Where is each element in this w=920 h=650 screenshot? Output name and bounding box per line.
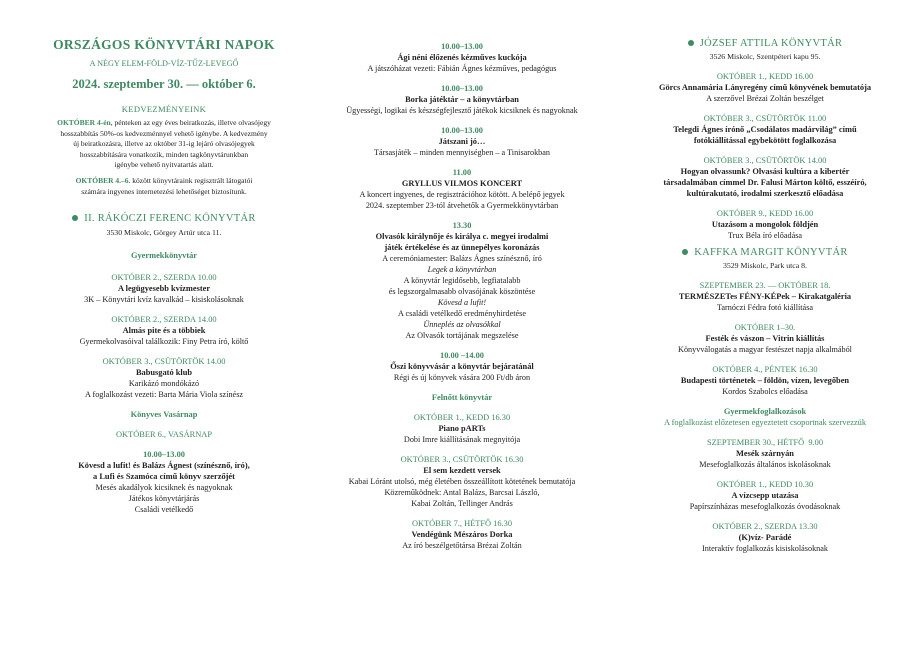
event-desc: Gyermekolvasóival találkozik: Finy Petra író, költő	[79, 337, 249, 347]
benefit-1: OKTÓBER 4-én, pénteken az egy éves beiratkozás, illetve olvasójegy hosszabbítás 50%-os kedvezménnyel vehető igénybe. A kedvezmény új beiratkozásra, illetve az október 31-ig lejáró olvasójegyek hosszabbítására vonatkozik, minden tagkönyvtárunkban igénybe vehető nyitvatartás alatt.	[57, 118, 271, 170]
event-title: Almás pite és a többiek	[122, 326, 206, 336]
event-title: TERMÉSZETes FÉNY-KÉPek – Kirakatgaléria	[678, 292, 852, 301]
children-sessions-note: A foglalkozást előzetesen egyeztetett csoportnak szervezzük	[663, 418, 867, 427]
library-kaffka-address: 3529 Miskolc, Park utca 8.	[722, 261, 808, 270]
event-desc: Kabai Lóránt utolsó, még életében összeállított kötetének bemutatója	[348, 477, 576, 486]
event-desc: Könyvválogatás a magyar festészet napja alkalmából	[678, 345, 852, 354]
column-right	[620, 0, 910, 554]
event-title: Babusgató klub	[135, 368, 193, 378]
event-title: Piano pARTs	[438, 424, 486, 433]
event-desc: Karikázó mondókázó	[128, 379, 200, 389]
event-time: 13.30	[452, 221, 472, 230]
green-dot-icon	[682, 249, 688, 255]
event-title: Hogyan olvassunk? Olvasási kultúra a kibertér	[680, 167, 850, 176]
event-desc: Legek a könyvtárban	[427, 265, 497, 274]
library-rakoczi-address: 3530 Miskolc, Görgey Artúr utca 11.	[106, 228, 222, 238]
event-date: OKTÓBER 3., CSÜTÖRTÖK 14.00	[102, 357, 226, 367]
children-library-heading: Gyermekkönyvtár	[130, 251, 198, 261]
event-desc: Társasjáték – minden mennyiségben – a Tinisarokban	[374, 148, 550, 157]
book-sunday-heading: Könyves Vasárnap	[130, 410, 198, 420]
event-date: OKTÓBER 2., SZERDA 10.00	[111, 273, 217, 283]
event-title: Utazásom a mongolok földjén	[711, 220, 819, 229]
event-title: fotókiállítással egybekötött foglalkozása	[693, 136, 837, 145]
event-desc: 3K – Könyvtári kvíz kavalkád – kisiskolásoknak	[84, 295, 244, 305]
event-desc: Ügyességi, logikai és készségfejlesztő játékok kicsiknek és nagyoknak	[346, 106, 578, 115]
event-desc: Családi vetélkedő	[134, 505, 194, 515]
event-title: játék értékelése és az ünnepélyes koronázás	[384, 243, 540, 252]
event-time: 10.00–13.00	[143, 450, 185, 460]
adult-library-heading: Felnőtt könyvtár	[431, 393, 493, 402]
event-desc: Kövesd a lufit!	[437, 298, 487, 307]
event-title: (K)víz- Parádé	[738, 533, 792, 542]
event-date: OKTÓBER 4., PÉNTEK 16.30	[712, 365, 818, 374]
benefit-2-lead: OKTÓBER 4.–6.	[75, 175, 131, 185]
event-date: OKTÓBER 1., KEDD 10.30	[716, 480, 814, 489]
event-desc: Játékos könyvtárjárás	[128, 494, 200, 504]
event-title: Ági néni élőzenés kézműves kuckója	[397, 53, 527, 62]
event-desc: A koncert ingyenes, de regisztrációhoz kötött. A belépő jegyek	[359, 190, 565, 199]
event-desc: Az Olvasók tortájának megszelése	[405, 331, 519, 340]
event-time: 11.00	[452, 168, 472, 177]
event-time: 10.00–13.00	[441, 84, 483, 93]
column-middle	[322, 0, 602, 551]
event-desc: Ünneplés az olvasókkal	[423, 320, 501, 329]
event-desc: Mesés akadályok kicsiknek és nagyoknak	[95, 483, 233, 493]
event-title: társadalmában címmel Dr. Falusi Márton költő, esszéíró,	[663, 178, 867, 187]
event-date: OKTÓBER 2., SZERDA 13.30	[712, 522, 818, 531]
event-date: OKTÓBER 3., CSÜTÖRTÖK 11.00	[703, 114, 827, 123]
event-date: OKTÓBER 1–30.	[734, 323, 796, 332]
event-desc: A családi vetélkedő eredményhirdetése	[398, 309, 526, 318]
event-date: SZEPTEMBER 30., HÉTFŐ 9.00	[706, 438, 824, 447]
event-desc: Régi és új könyvek vására 200 Ft/db áron	[393, 373, 531, 382]
event-date: OKTÓBER 2., SZERDA 14.00	[111, 315, 217, 325]
event-desc: és legszorgalmasabb olvasójának köszöntése	[388, 287, 536, 296]
library-jozsef-attila-title: JÓZSEF ATTILA KÖNYVTÁR	[620, 38, 910, 49]
event-date: OKTÓBER 9., KEDD 16.00	[716, 209, 814, 218]
event-desc: Kabai Zoltán, Tellinger András	[411, 499, 513, 508]
event-title: A vízcsepp utazása	[731, 491, 799, 500]
page-subtitle: A NÉGY ELEM-FÖLD-VÍZ-TŰZ-LEVEGŐ	[89, 59, 239, 68]
event-time: 10.00–13.00	[441, 126, 483, 135]
event-desc: A könyvtár legidősebb, legfiatalabb	[403, 276, 521, 285]
event-title: GRYLLUS VILMOS KONCERT	[401, 179, 523, 188]
event-desc: Papírszínházas mesefoglalkozás óvodásoknak	[689, 502, 841, 511]
event-date: OKTÓBER 3., CSÜTÖRTÖK 16.30	[400, 455, 524, 464]
children-sessions-heading: Gyermekfoglalkozások	[723, 407, 807, 416]
event-desc: Közreműködnek: Antal Balázs, Barcsai László,	[384, 488, 540, 497]
event-title: A legügyesebb kvízmester	[117, 284, 211, 294]
event-title: Mesék szárnyán	[736, 449, 794, 458]
event-title: Kövesd a lufit! és Balázs Ágnest (színésznő, író),	[78, 461, 250, 471]
benefits-title: KEDVEZMÉNYEINK	[121, 104, 207, 114]
event-date: OKTÓBER 3., CSÜTÖRTÖK 14.00	[703, 156, 827, 165]
event-desc: A játszóházat vezeti: Fábián Ágnes kézműves, pedagógus	[367, 64, 557, 73]
event-desc: Mesefoglalkozás általános iskolásoknak	[699, 460, 831, 469]
library-kaffka-title: KAFFKA MARGIT KÖNYVTÁR	[620, 247, 910, 258]
event-desc: A szerzővel Brézai Zoltán beszélget	[706, 94, 824, 103]
event-title: Olvasók királynője és királya c. megyei irodalmi	[375, 232, 549, 241]
event-title: kultúrakutató, irodalmi szerkesztő előadása	[686, 189, 844, 198]
event-title: Vendégünk Mészáros Dorka	[411, 530, 513, 539]
event-title: Őszi könyvvásár a könyvtár bejáratánál	[390, 362, 534, 371]
event-date: OKTÓBER 7., HÉTFŐ 16.30	[411, 519, 513, 528]
event-title: Játszani jó…	[438, 137, 486, 146]
event-date: OKTÓBER 6., VASÁRNAP	[115, 430, 213, 440]
event-dates: 2024. szeptember 30. — október 6.	[72, 77, 256, 91]
event-title: Görcs Annamária Lányregény című könyvének bemutatója	[658, 83, 872, 92]
library-rakoczi-title: II. RÁKÓCZI FERENC KÖNYVTÁR	[28, 213, 300, 224]
event-date: SZEPTEMBER 23. — OKTÓBER 18.	[699, 281, 831, 290]
event-date: OKTÓBER 1., KEDD 16.30	[413, 413, 511, 422]
event-desc: A foglalkozást vezeti: Barta Mária Viola színész	[84, 390, 244, 400]
benefit-1-lead: OKTÓBER 4-én	[57, 118, 111, 127]
event-title: Borka játéktár – a könyvtárban	[405, 95, 519, 104]
event-desc: Interaktív foglalkozás kisiskolásoknak	[702, 544, 828, 553]
event-desc: Tarnóczi Fédra fotó kiállítása	[716, 303, 814, 312]
event-time: 10.00 –14.00	[440, 351, 484, 360]
library-jozsef-attila-address: 3526 Miskolc, Szentpéteri kapu 95.	[709, 52, 821, 61]
green-dot-icon	[72, 215, 78, 221]
event-title: Festék és vászon – Vitrin kiállítás	[705, 334, 825, 343]
benefit-2: OKTÓBER 4.–6. között könyvtáraink regisztrált látogatói számára ingyenes internetezési lehetőséget biztosítunk.	[75, 175, 253, 196]
green-dot-icon	[688, 40, 694, 46]
event-desc: Dobi Imre kiállításának megnyitója	[403, 435, 521, 444]
event-title: a Lufi és Szamóca című könyv szerzőjét	[93, 472, 235, 482]
event-desc: 2024. szeptember 23-tól átvehetők a Gyermekkönyvtárban	[365, 201, 559, 210]
event-desc: Trux Béla író előadása	[727, 231, 803, 240]
event-date: OKTÓBER 1., KEDD 16.00	[716, 72, 814, 81]
column-left	[28, 0, 300, 515]
event-desc: Kordos Szabolcs előadása	[722, 387, 808, 396]
event-title: El sem kezdett versek	[423, 466, 501, 475]
event-title: Telegdi Ágnes írónő „Csodálatos madárvilág” című	[673, 125, 857, 134]
event-desc: Az író beszélgetőtársa Brézai Zoltán	[402, 541, 522, 550]
event-time: 10.00–13.00	[441, 42, 483, 51]
event-title: Budapesti történetek – földön, vízen, levegőben	[680, 376, 850, 385]
page-title: ORSZÁGOS KÖNYVTÁRI NAPOK	[53, 37, 275, 52]
event-desc: A ceremóniamester: Balázs Ágnes színésznő, író	[382, 254, 542, 263]
